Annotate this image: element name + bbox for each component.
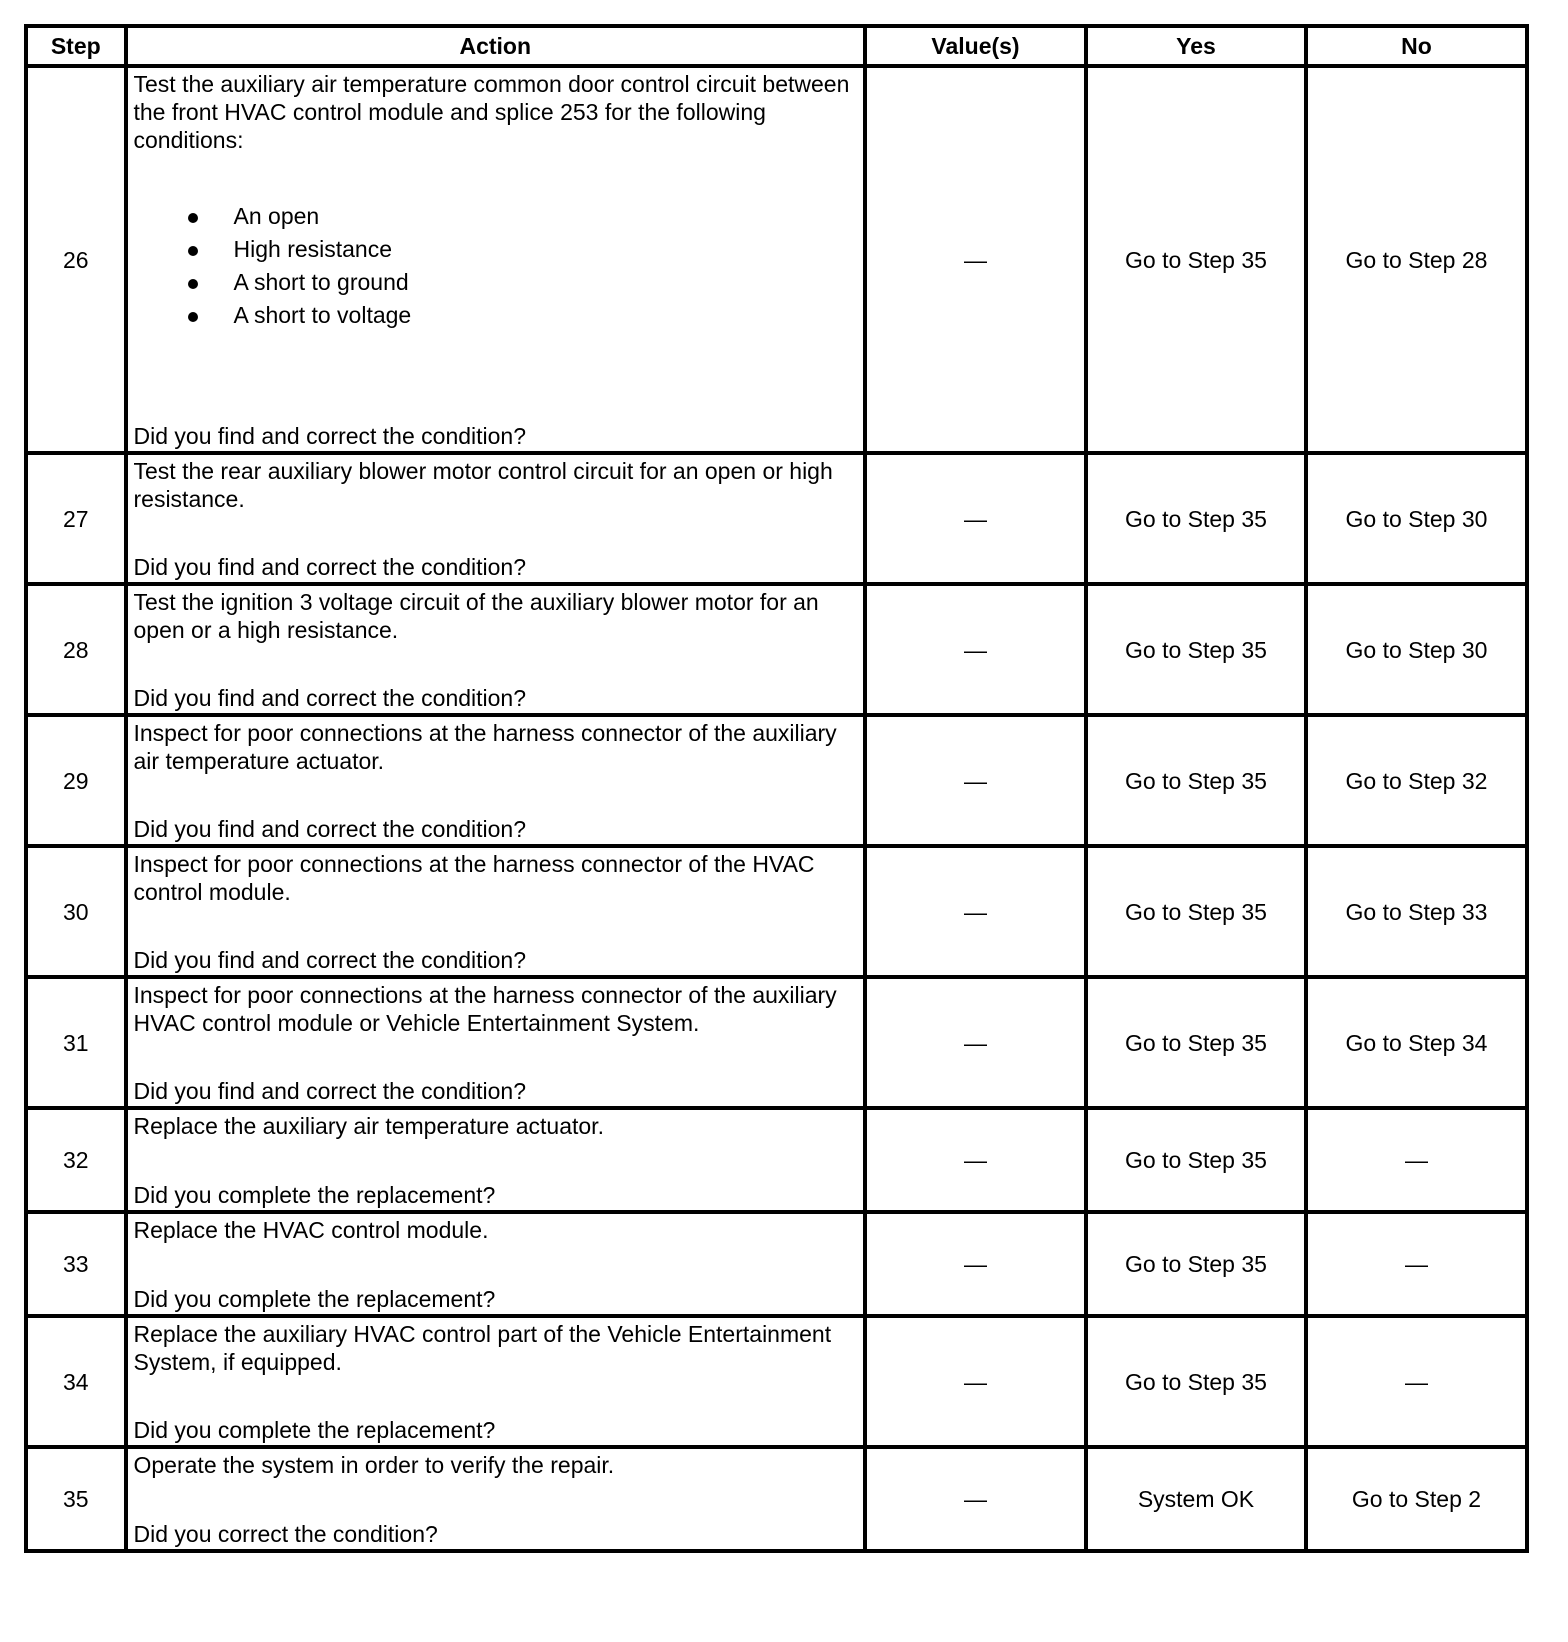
no-cell: Go to Step 33 bbox=[1306, 846, 1527, 977]
value-cell bbox=[865, 1108, 1086, 1212]
action-text: Replace the auxiliary HVAC control part of the Vehicle Entertainment System, if equipped. bbox=[133, 1321, 832, 1375]
value-text: — bbox=[964, 1368, 987, 1395]
step-number: 27 bbox=[26, 453, 126, 584]
no-cell: — bbox=[1306, 1212, 1527, 1316]
step-number: 31 bbox=[26, 977, 126, 1108]
list-item: A short to voltage bbox=[184, 299, 858, 332]
yes-cell: Go to Step 35 bbox=[1086, 715, 1306, 846]
table-row bbox=[26, 715, 1527, 846]
value-cell bbox=[865, 584, 1086, 715]
diagnostic-table bbox=[24, 24, 1529, 1553]
step-number: 33 bbox=[26, 1212, 126, 1316]
table-row bbox=[26, 1316, 1527, 1447]
value-text: — bbox=[964, 246, 987, 273]
action-text: Replace the HVAC control module. bbox=[133, 1217, 489, 1243]
action-text: Inspect for poor connections at the harness connector of the auxiliary air temperature actuator. bbox=[133, 720, 837, 774]
step-number: 26 bbox=[26, 66, 126, 453]
value-text: — bbox=[964, 898, 987, 925]
action-cell bbox=[126, 1108, 866, 1212]
table-row bbox=[26, 1447, 1527, 1551]
table-row bbox=[26, 977, 1527, 1108]
action-text: Test the rear auxiliary blower motor control circuit for an open or high resistance. bbox=[133, 458, 833, 512]
value-text: — bbox=[964, 505, 987, 532]
list-item: An open bbox=[184, 200, 858, 233]
action-cell bbox=[126, 1447, 866, 1551]
value-cell bbox=[865, 66, 1086, 453]
question-text: Did you complete the replacement? bbox=[133, 1417, 496, 1443]
no-cell: — bbox=[1306, 1316, 1527, 1447]
question-text: Did you correct the condition? bbox=[133, 1521, 438, 1547]
value-text: — bbox=[964, 767, 987, 794]
value-text: — bbox=[964, 1486, 987, 1512]
action-text: Inspect for poor connections at the harness connector of the auxiliary HVAC control module or Vehicle Entertainment System. bbox=[133, 982, 837, 1036]
action-cell bbox=[126, 715, 866, 846]
action-cell bbox=[126, 584, 866, 715]
question-text: Did you find and correct the condition? bbox=[133, 554, 527, 580]
value-cell bbox=[865, 846, 1086, 977]
action-cell bbox=[126, 846, 866, 977]
question-text: Did you find and correct the condition? bbox=[133, 1078, 527, 1104]
table-row bbox=[26, 1212, 1527, 1316]
value-cell bbox=[865, 977, 1086, 1108]
no-header: No bbox=[1306, 26, 1527, 66]
condition-list bbox=[134, 200, 858, 332]
question-text: Did you complete the replacement? bbox=[133, 1182, 496, 1208]
step-number: 29 bbox=[26, 715, 126, 846]
no-cell: Go to Step 30 bbox=[1306, 453, 1527, 584]
step-number: 28 bbox=[26, 584, 126, 715]
list-item: High resistance bbox=[184, 233, 858, 266]
no-cell: — bbox=[1306, 1108, 1527, 1212]
value-text: — bbox=[964, 1147, 987, 1173]
no-cell: Go to Step 28 bbox=[1306, 66, 1527, 453]
value-cell bbox=[865, 1316, 1086, 1447]
list-item: A short to ground bbox=[184, 266, 858, 299]
step-number: 34 bbox=[26, 1316, 126, 1447]
table-row bbox=[26, 66, 1527, 453]
no-cell: Go to Step 30 bbox=[1306, 584, 1527, 715]
no-cell: Go to Step 32 bbox=[1306, 715, 1527, 846]
action-cell bbox=[126, 1316, 866, 1447]
value-cell bbox=[865, 1212, 1086, 1316]
table-row bbox=[26, 1108, 1527, 1212]
action-text: Replace the auxiliary air temperature actuator. bbox=[133, 1113, 604, 1139]
value-cell bbox=[865, 715, 1086, 846]
value-cell bbox=[865, 453, 1086, 584]
step-number: 32 bbox=[26, 1108, 126, 1212]
table-row bbox=[26, 453, 1527, 584]
table-row bbox=[26, 846, 1527, 977]
value-cell bbox=[865, 1447, 1086, 1551]
action-text: Inspect for poor connections at the harness connector of the HVAC control module. bbox=[133, 851, 815, 905]
question-text: Did you find and correct the condition? bbox=[133, 947, 527, 973]
yes-cell: Go to Step 35 bbox=[1086, 1316, 1306, 1447]
action-cell bbox=[126, 1212, 866, 1316]
yes-cell: Go to Step 35 bbox=[1086, 846, 1306, 977]
no-cell: Go to Step 34 bbox=[1306, 977, 1527, 1108]
action-text: Test the ignition 3 voltage circuit of the auxiliary blower motor for an open or a high resistance. bbox=[133, 589, 819, 643]
value-text: — bbox=[964, 1251, 987, 1277]
yes-cell: Go to Step 35 bbox=[1086, 977, 1306, 1108]
step-number: 35 bbox=[26, 1447, 126, 1551]
value-text: — bbox=[964, 636, 987, 663]
step-number: 30 bbox=[26, 846, 126, 977]
action-text: Operate the system in order to verify the repair. bbox=[133, 1452, 615, 1478]
yes-cell: Go to Step 35 bbox=[1086, 584, 1306, 715]
action-header: Action bbox=[126, 26, 866, 66]
values-header: Value(s) bbox=[865, 26, 1086, 66]
header-row bbox=[26, 26, 1527, 66]
value-text: — bbox=[964, 1029, 987, 1056]
table-row bbox=[26, 584, 1527, 715]
yes-cell: Go to Step 35 bbox=[1086, 1108, 1306, 1212]
action-cell bbox=[126, 66, 866, 453]
action-cell bbox=[126, 977, 866, 1108]
action-text: Test the auxiliary air temperature common door control circuit between the front HVAC control module and splice 253 for the following conditions: bbox=[133, 71, 850, 153]
yes-cell: Go to Step 35 bbox=[1086, 66, 1306, 453]
no-cell: Go to Step 2 bbox=[1306, 1447, 1527, 1551]
yes-cell: System OK bbox=[1086, 1447, 1306, 1551]
question-text: Did you complete the replacement? bbox=[133, 1286, 496, 1312]
action-cell bbox=[126, 453, 866, 584]
step-header: Step bbox=[26, 26, 126, 66]
yes-cell: Go to Step 35 bbox=[1086, 453, 1306, 584]
question-text: Did you find and correct the condition? bbox=[133, 816, 527, 842]
question-text: Did you find and correct the condition? bbox=[133, 685, 527, 711]
yes-cell: Go to Step 35 bbox=[1086, 1212, 1306, 1316]
yes-header: Yes bbox=[1086, 26, 1306, 66]
question-text: Did you find and correct the condition? bbox=[133, 423, 527, 449]
